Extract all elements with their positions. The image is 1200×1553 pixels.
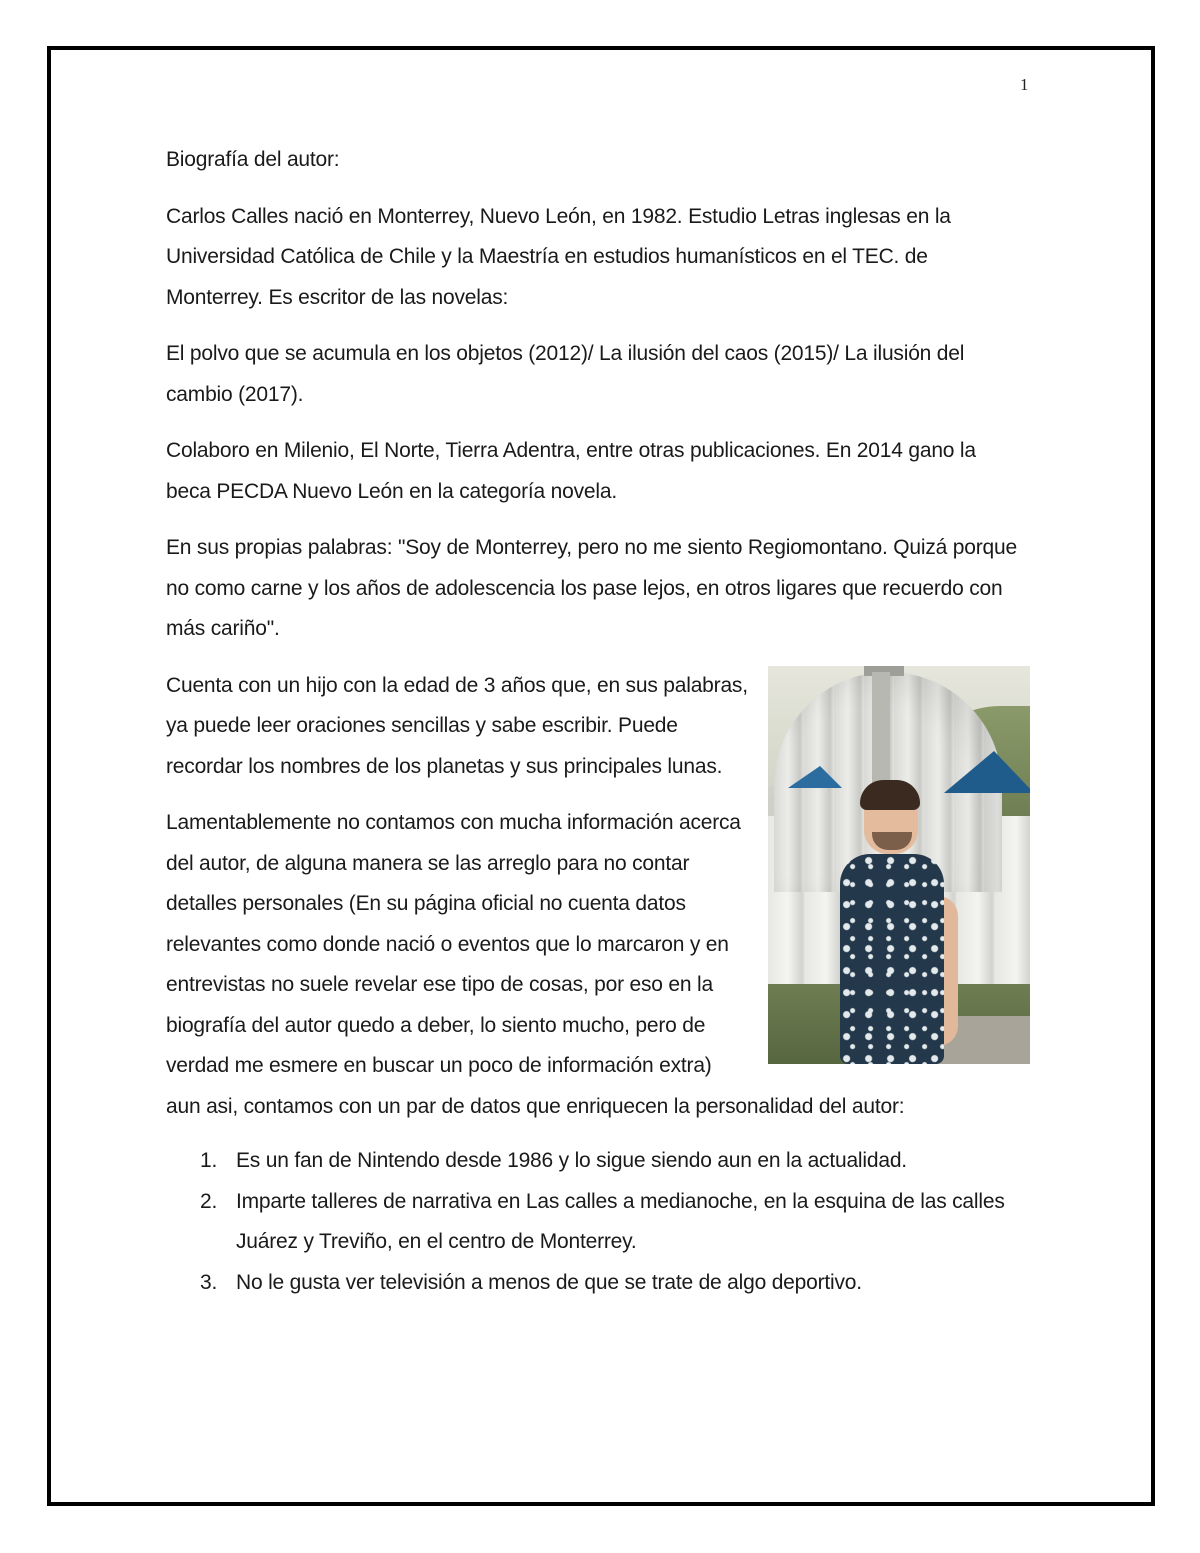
facts-list — [166, 1141, 1026, 1303]
author-photo — [768, 666, 1030, 1064]
photo-blue-roof-left — [788, 766, 842, 788]
list-item-text: No le gusta ver televisión a menos de que se trate de algo deportivo. — [236, 1270, 862, 1294]
paragraph-collaborations: Colaboro en Milenio, El Norte, Tierra Adentra, entre otras publicaciones. En 2014 gano la beca PECDA Nuevo León en la categoría novela. — [166, 439, 976, 503]
paragraph-birth: Carlos Calles nació en Monterrey, Nuevo León, en 1982. Estudio Letras inglesas en la Universidad Católica de Chile y la Maestría en estudios humanísticos en el TEC. de Monterrey. Es escritor de las novelas: — [166, 204, 951, 309]
document-heading: Biografía del autor: — [166, 148, 340, 171]
paragraph-quote: En sus propias palabras: "Soy de Monterrey, pero no me siento Regiomontano. Quizá porque no como carne y los años de adolescencia los pase lejos, en otros ligares que recuerdo con más cariño". — [166, 536, 1017, 640]
list-item-text: Imparte talleres de narrativa en Las calles a medianoche, en la esquina de las calles Juárez y Treviño, en el centro de Monterrey. — [236, 1189, 1005, 1253]
photo-person-hair — [860, 780, 920, 810]
list-item-number: 2. — [200, 1189, 218, 1213]
list-item — [200, 1141, 1026, 1182]
paragraph-limited-info: Lamentablemente no contamos con mucha información acerca del autor, de alguna manera se las arreglo para no contar detalles personales (En su página oficial no cuenta datos relevantes como donde nació o eventos que lo marcaron y en entrevistas no suele revelar ese tipo de cosas, por eso en la biografía del autor quedo a deber, lo siento mucho, pero de verdad me esmere en buscar un poco de información extra) aun asi, contamos con un par de datos que enriquecen la personalidad del autor: — [166, 811, 905, 1118]
photo-blue-roof — [944, 751, 1030, 793]
list-item-number: 3. — [200, 1270, 218, 1294]
list-item — [200, 1263, 1026, 1304]
list-item — [200, 1182, 1026, 1263]
list-item-text: Es un fan de Nintendo desde 1986 y lo sigue siendo aun en la actualidad. — [236, 1149, 907, 1172]
list-item-number: 1. — [200, 1149, 218, 1172]
page-number: 1 — [1020, 75, 1029, 94]
photo-dome-slit — [872, 672, 890, 792]
document-body — [166, 140, 1026, 1303]
photo-person-shirt — [840, 854, 944, 1064]
paragraph-novels: El polvo que se acumula en los objetos (2012)/ La ilusión del caos (2015)/ La ilusión del cambio (2017). — [166, 342, 965, 406]
paragraph-son: Cuenta con un hijo con la edad de 3 años que, en sus palabras, ya puede leer oraciones sencillas y sabe escribir. Puede recordar los nombres de los planetas y sus principales lunas. — [166, 673, 748, 778]
